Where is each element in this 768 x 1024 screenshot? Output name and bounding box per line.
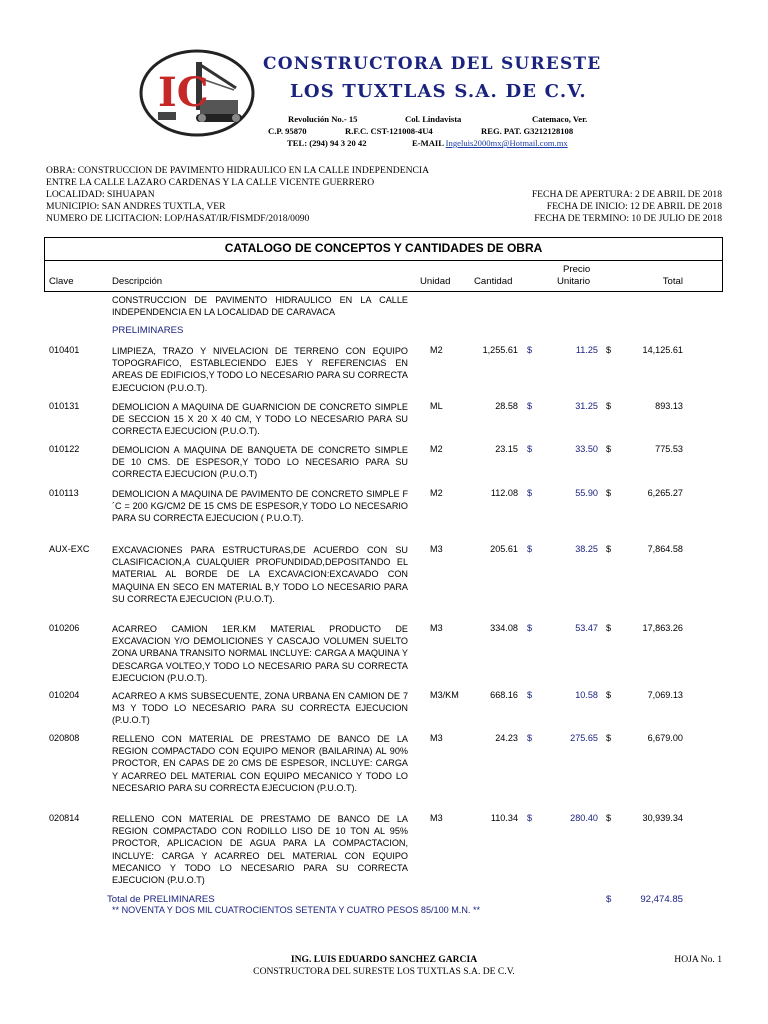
row-total-currency: $ bbox=[606, 401, 612, 411]
row-total: 6,265.27 bbox=[647, 488, 683, 498]
row-precio-currency: $ bbox=[527, 544, 533, 554]
row-descripcion: LIMPIEZA, TRAZO Y NIVELACION DE TERRENO CON EQUIPO TOPOGRAFICO, ESTABLECIENDO EJES Y REFERENCIAS EN AREAS DE EDIFICIOS,Y TODO LO NECESARIO PARA SU CORRECTA EJECUCION (P.U.O.T). bbox=[112, 346, 408, 393]
crane-logo-icon bbox=[138, 48, 256, 138]
row-unidad: ML bbox=[430, 401, 443, 411]
email-label: E-MAIL bbox=[412, 138, 444, 148]
row-precio-currency: $ bbox=[527, 813, 533, 823]
email-link[interactable]: Ingeluis2000mx@Hotmail.com.mx bbox=[445, 138, 568, 148]
row-cantidad: 23.15 bbox=[495, 444, 518, 454]
project-description: CONSTRUCCION DE PAVIMENTO HIDRAULICO EN LA CALLE INDEPENDENCIA EN LA LOCALIDAD DE CARAVACA bbox=[112, 295, 408, 318]
row-precio-currency: $ bbox=[527, 488, 533, 498]
col-header-descripcion: Descripción bbox=[112, 276, 163, 287]
row-cantidad: 205.61 bbox=[490, 544, 518, 554]
row-precio-currency: $ bbox=[527, 623, 533, 633]
row-precio-unitario: 275.65 bbox=[570, 733, 598, 743]
section-total-in-words: ** NOVENTA Y DOS MIL CUATROCIENTOS SETENTA Y CUATRO PESOS 85/100 M.N. ** bbox=[112, 905, 481, 915]
row-precio-currency: $ bbox=[527, 733, 533, 743]
fecha-apertura: FECHA DE APERTURA: 2 DE ABRIL DE 2018 bbox=[531, 189, 722, 200]
section-label: PRELIMINARES bbox=[112, 325, 184, 336]
address-cp: C.P. 95870 bbox=[268, 126, 307, 136]
row-unidad: M3 bbox=[430, 733, 443, 743]
footer-engineer-name: ING. LUIS EDUARDO SANCHEZ GARCIA bbox=[290, 954, 478, 965]
row-descripcion: ACARREO CAMION 1ER.KM MATERIAL PRODUCTO DE EXCAVACION Y/O DEMOLICIONES Y CASCAJO VOLUMEN SUELTO ZONA URBANA TRANSITO NORMAL INCLUYE: CARGA A MAQUINA Y DESCARGA VOLTEO,Y TODO LO NECESARIO PARA SU CORRECTA EJECUCION (P.U.O.T). bbox=[112, 624, 408, 683]
address-phone: TEL: (294) 94 3 20 42 bbox=[287, 138, 367, 148]
row-unidad: M3 bbox=[430, 813, 443, 823]
row-total-currency: $ bbox=[606, 623, 612, 633]
row-total: 7,864.58 bbox=[647, 544, 683, 554]
row-total: 7,069.13 bbox=[647, 690, 683, 700]
row-total-currency: $ bbox=[606, 544, 612, 554]
fecha-termino: FECHA DE TERMINO: 10 DE JULIO DE 2018 bbox=[534, 213, 722, 224]
row-unidad: M2 bbox=[430, 488, 443, 498]
row-unidad: M3 bbox=[430, 623, 443, 633]
company-name-line2: LOS TUXTLAS S.A. DE C.V. bbox=[290, 81, 587, 102]
row-total: 775.53 bbox=[655, 444, 683, 454]
row-clave: AUX-EXC bbox=[49, 544, 90, 554]
section-total-value: 92,474.85 bbox=[640, 894, 683, 905]
address-reg-pat: REG. PAT. G3212128108 bbox=[481, 126, 574, 136]
row-total: 17,863.26 bbox=[642, 623, 683, 633]
row-total: 893.13 bbox=[655, 401, 683, 411]
row-clave: 020808 bbox=[49, 733, 80, 743]
row-descripcion: ACARREO A KMS SUBSECUENTE, ZONA URBANA EN CAMION DE 7 M3 Y TODO LO NECESARIO PARA SU CORRECTA EJECUCION (P.U.O.T) bbox=[112, 691, 408, 726]
row-precio-unitario: 280.40 bbox=[570, 813, 598, 823]
row-total-currency: $ bbox=[606, 488, 612, 498]
row-unidad: M3/KM bbox=[430, 690, 459, 700]
row-total-currency: $ bbox=[606, 444, 612, 454]
page-number: HOJA No. 1 bbox=[674, 954, 722, 965]
col-header-cantidad: Cantidad bbox=[474, 276, 513, 287]
row-cantidad: 1,255.61 bbox=[482, 345, 518, 355]
row-unidad: M2 bbox=[430, 345, 443, 355]
row-total-currency: $ bbox=[606, 813, 612, 823]
row-precio-unitario: 38.25 bbox=[575, 544, 598, 554]
col-header-precio: Precio bbox=[563, 264, 591, 275]
row-precio-unitario: 53.47 bbox=[575, 623, 598, 633]
row-cantidad: 110.34 bbox=[490, 813, 518, 823]
row-cantidad: 334.08 bbox=[490, 623, 518, 633]
email-row bbox=[412, 138, 568, 148]
row-clave: 010206 bbox=[49, 623, 80, 633]
row-descripcion: DEMOLICION A MAQUINA DE PAVIMENTO DE CONCRETO SIMPLE F´C = 200 KG/CM2 DE 15 CMS DE ESPESOR,Y TODO LO NECESARIO PARA SU CORRECTA EJECUCION ( P.U.O.T). bbox=[112, 489, 408, 524]
row-total: 14,125.61 bbox=[642, 345, 683, 355]
col-header-clave: Clave bbox=[49, 276, 74, 287]
row-total: 30,939.34 bbox=[642, 813, 683, 823]
col-header-total: Total bbox=[662, 276, 683, 287]
row-total-currency: $ bbox=[606, 345, 612, 355]
section-total-label: Total de PRELIMINARES bbox=[107, 894, 215, 905]
row-precio-unitario: 11.25 bbox=[575, 345, 598, 355]
row-clave: 010401 bbox=[49, 345, 80, 355]
company-logo bbox=[138, 48, 256, 138]
fecha-inicio: FECHA DE INICIO: 12 DE ABRIL DE 2018 bbox=[546, 201, 722, 212]
row-precio-unitario: 31.25 bbox=[575, 401, 598, 411]
row-precio-unitario: 33.50 bbox=[575, 444, 598, 454]
section-total-currency: $ bbox=[606, 894, 612, 905]
row-precio-currency: $ bbox=[527, 401, 533, 411]
company-name-line1: CONSTRUCTORA DEL SURESTE bbox=[263, 54, 602, 74]
row-clave: 010122 bbox=[49, 444, 80, 454]
logo-letters: IC bbox=[158, 69, 209, 116]
col-header-unidad: Unidad bbox=[420, 276, 451, 287]
row-clave: 010113 bbox=[49, 488, 79, 498]
col-header-unitario: Unitario bbox=[557, 276, 591, 287]
row-cantidad: 668.16 bbox=[490, 690, 518, 700]
row-clave: 010204 bbox=[49, 690, 80, 700]
row-descripcion: RELLENO CON MATERIAL DE PRESTAMO DE BANCO DE LA REGION COMPACTADO CON EQUIPO MENOR (BAILARINA) AL 90% PROCTOR, EN CAPAS DE 20 CMS DE ESPESOR, INCLUYE: CARGA Y ACARREO DEL MATERIAL CON EQUIPO MECANICO Y TODO LO NECESARIO PARA SU CORRECTA EJECUCION (P.U.O.T). bbox=[112, 734, 408, 793]
row-total-currency: $ bbox=[606, 733, 612, 743]
obra-line2: ENTRE LA CALLE LAZARO CARDENAS Y LA CALLE VICENTE GUERRERO bbox=[46, 177, 375, 188]
row-descripcion: EXCAVACIONES PARA ESTRUCTURAS,DE ACUERDO CON SU CLASIFICACION,A CUALQUIER PROFUNDIDAD,DEPOSITANDO EL MATERIAL AL BORDE DE LA EXCAVACION:EXCAVADO CON MAQUINA EN SECO EN MATERIAL B,Y TODO LO NECESARIO PARA SU CORRECTA EJECUCION (P.U.O.T). bbox=[112, 545, 408, 604]
row-precio-unitario: 10.58 bbox=[575, 690, 598, 700]
catalog-divider bbox=[44, 260, 723, 261]
row-descripcion: DEMOLICION A MAQUINA DE BANQUETA DE CONCRETO SIMPLE DE 10 CMS. DE ESPESOR,Y TODO LO NECESARIO PARA SU CORRECTA EJECUCION (P.U.O.T) bbox=[112, 445, 408, 480]
row-precio-currency: $ bbox=[527, 345, 533, 355]
row-unidad: M2 bbox=[430, 444, 443, 454]
address-city: Catemaco, Ver. bbox=[532, 114, 588, 124]
footer-company-name: CONSTRUCTORA DEL SURESTE LOS TUXTLAS S.A. DE C.V. bbox=[253, 966, 515, 977]
obra-municipio: MUNICIPIO: SAN ANDRES TUXTLA, VER bbox=[46, 201, 226, 212]
row-total-currency: $ bbox=[606, 690, 612, 700]
obra-licitacion: NUMERO DE LICITACION: LOP/HASAT/IR/FISMDF/2018/0090 bbox=[46, 213, 310, 224]
row-descripcion: RELLENO CON MATERIAL DE PRESTAMO DE BANCO DE LA REGION COMPACTADO CON RODILLO LISO DE 10 TON AL 95% PROCTOR, APLICACION DE AGUA PARA LA COMPACTACION, INCLUYE: CARGA Y ACARREO DEL MATERIAL CON EQUIPO MECANICO Y TODO LO NECESARIO PARA SU CORRECTA EJECUCION (P.U.O.T) bbox=[112, 814, 408, 886]
obra-localidad: LOCALIDAD: SIHUAPAN bbox=[46, 189, 155, 200]
row-clave: 020814 bbox=[49, 813, 80, 823]
row-cantidad: 24.23 bbox=[495, 733, 518, 743]
address-rfc: R.F.C. CST-121008-4U4 bbox=[345, 126, 433, 136]
obra-line1: OBRA: CONSTRUCCION DE PAVIMENTO HIDRAULICO EN LA CALLE INDEPENDENCIA bbox=[46, 165, 430, 176]
row-cantidad: 112.08 bbox=[490, 488, 518, 498]
row-total: 6,679.00 bbox=[647, 733, 683, 743]
address-colonia: Col. Lindavista bbox=[405, 114, 462, 124]
row-precio-currency: $ bbox=[527, 690, 533, 700]
row-cantidad: 28.58 bbox=[495, 401, 518, 411]
catalog-title: CATALOGO DE CONCEPTOS Y CANTIDADES DE OBRA bbox=[224, 241, 543, 255]
row-clave: 010131 bbox=[49, 401, 80, 411]
row-unidad: M3 bbox=[430, 544, 443, 554]
row-precio-currency: $ bbox=[527, 444, 533, 454]
row-descripcion: DEMOLICION A MAQUINA DE GUARNICION DE CONCRETO SIMPLE DE SECCION 15 X 20 X 40 CM, Y TODO LO NECESARIO PARA SU CORRECTA EJECUCION (P.U.O.T). bbox=[112, 402, 408, 437]
address-street: Revolución No.- 15 bbox=[288, 114, 358, 124]
row-precio-unitario: 55.90 bbox=[575, 488, 598, 498]
